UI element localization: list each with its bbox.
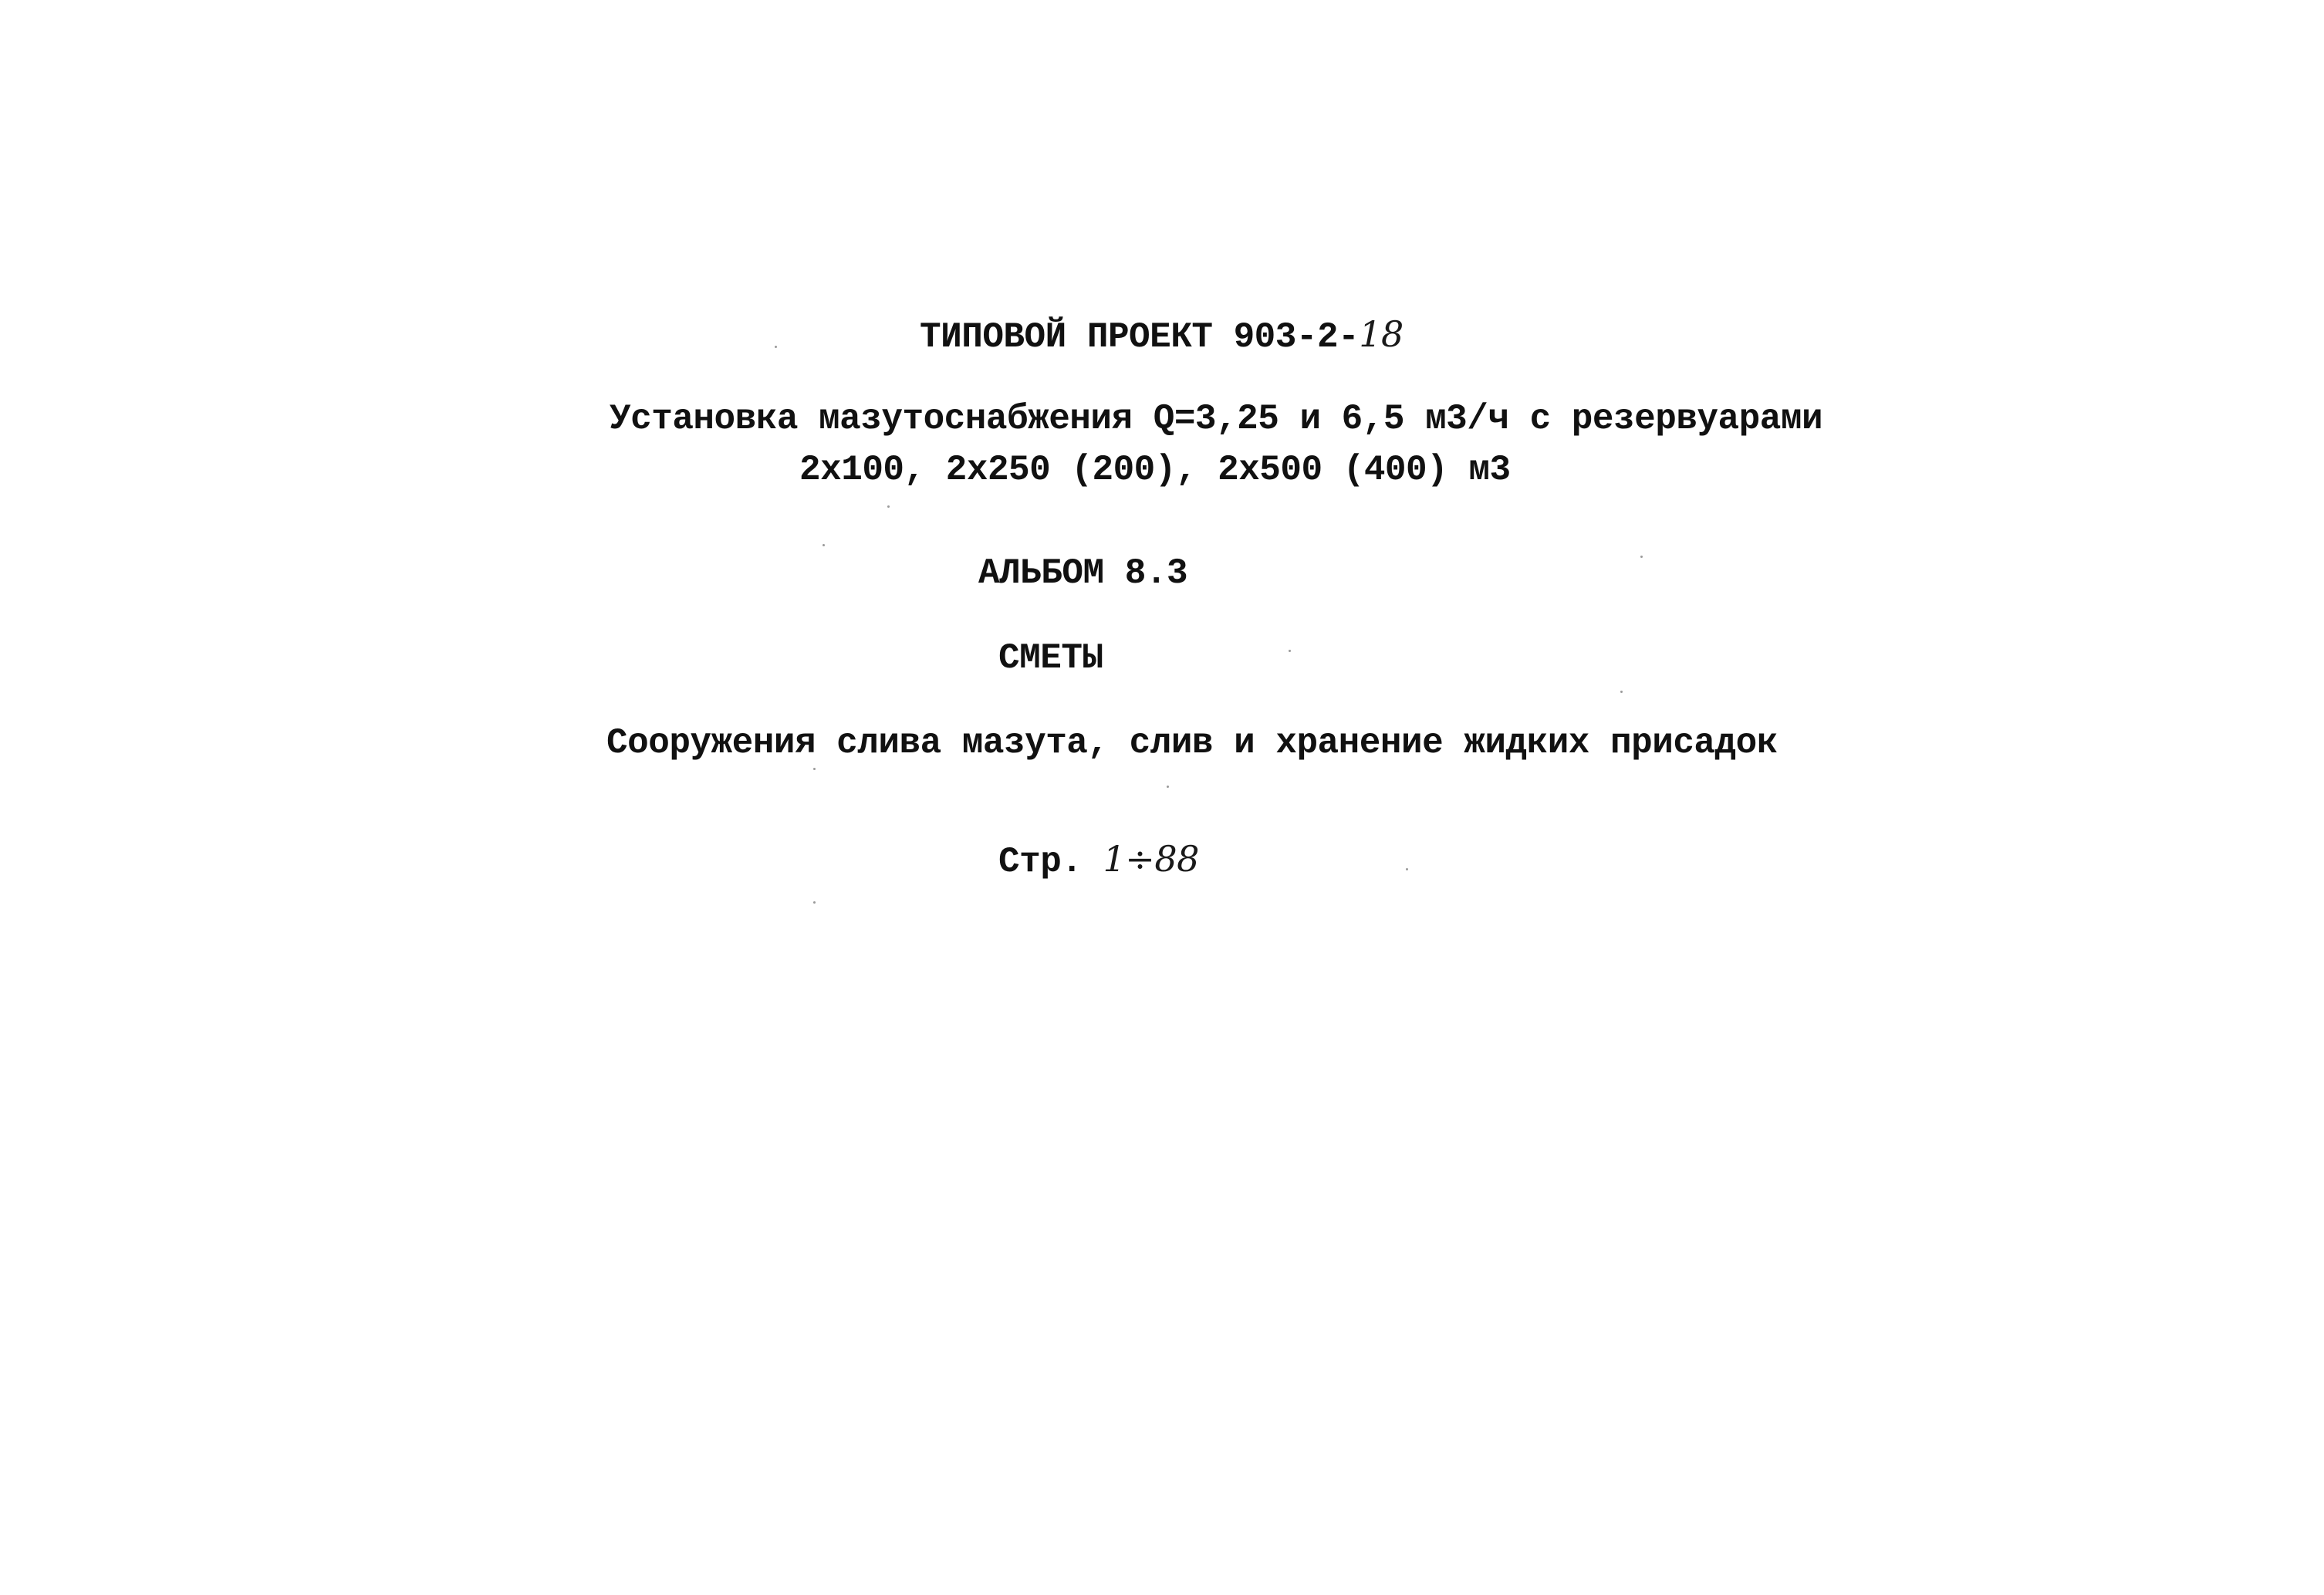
scan-speck — [813, 768, 816, 770]
scan-speck — [823, 544, 825, 546]
project-title — [920, 313, 1404, 357]
scan-speck — [1620, 691, 1623, 693]
section-title: СМЕТЫ — [998, 638, 1103, 678]
project-label: ТИПОВОЙ ПРОЕКТ 903-2- — [920, 317, 1360, 357]
scan-speck — [1167, 786, 1169, 788]
facilities-description: Сооружения слива мазута, слив и хранение жидких присадок — [606, 723, 1778, 763]
installation-description-line2: 2х100, 2х250 (200), 2х500 (400) м3 — [799, 450, 1511, 490]
pages-label: Стр. — [998, 842, 1083, 882]
pages-handwritten: 1÷88 — [1103, 838, 1199, 880]
page-range — [998, 838, 1199, 882]
scan-speck — [887, 505, 890, 508]
project-number-handwritten: 18 — [1359, 313, 1404, 355]
scan-speck — [1289, 650, 1291, 652]
scan-speck — [1640, 556, 1643, 558]
scan-speck — [813, 901, 816, 904]
scan-speck — [1406, 868, 1408, 870]
scan-speck — [775, 346, 777, 348]
installation-description-line1: Установка мазутоснабжения Q=3,25 и 6,5 м3/ч с резервуарами — [610, 399, 1823, 439]
album-number: АЛЬБОМ 8.3 — [978, 553, 1188, 593]
